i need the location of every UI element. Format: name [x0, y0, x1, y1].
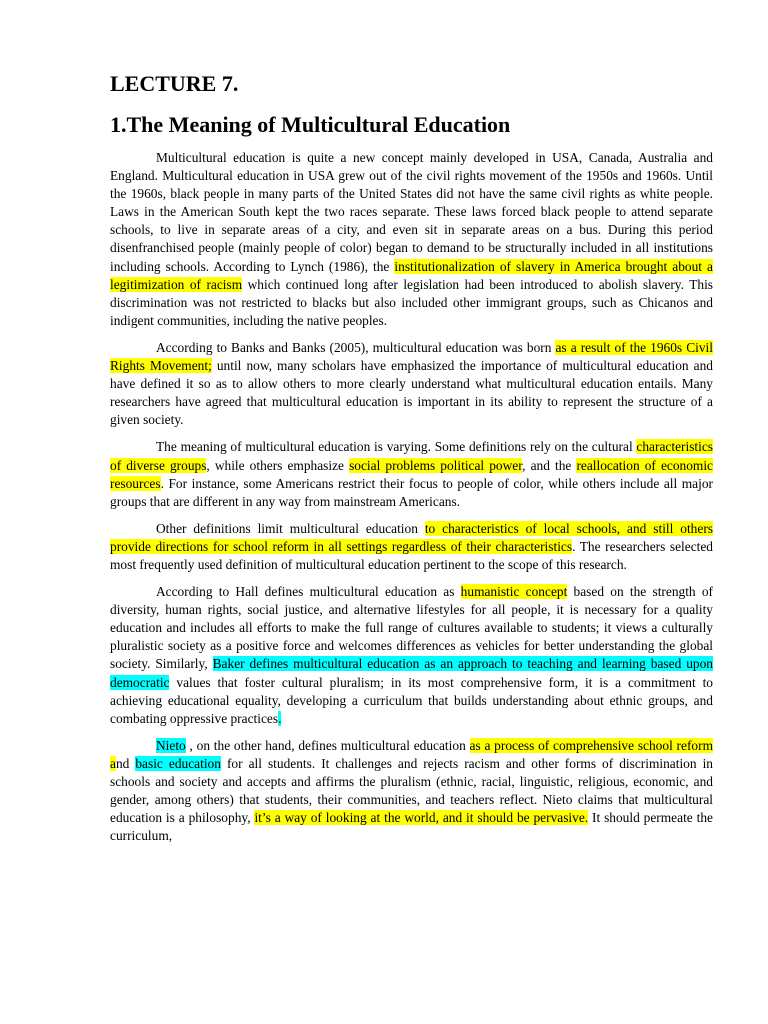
yellow-highlighted-text: as a result of the 1960s Civil Rights Movement;: [110, 339, 713, 374]
yellow-highlighted-text: characteristics of diverse groups: [110, 439, 713, 473]
paragraph-text: nd: [115, 755, 136, 771]
section-title: 1.The Meaning of Multicultural Education: [110, 112, 511, 137]
document-page: [110, 70, 713, 854]
paragraph-text: based on the strength of diversity, human rights, social justice, and alternative lifestyles for all people, it is necessary for a quality education and includes all efforts to make the full range of cultures available to students; it views a culturally pluralistic society as a positive force and welcomes differences as vehicles for better understanding the global society. Similarly,: [110, 584, 714, 672]
paragraph: [110, 438, 713, 510]
paragraph-text: . The researchers selected most frequently used definition of multicultural education pertinent to the scope of this research.: [110, 538, 713, 572]
paragraph: [110, 520, 713, 574]
cyan-highlighted-text: Baker defines multicultural education as an approach to teaching and learning based upon democratic: [110, 656, 713, 690]
yellow-highlighted-text: it’s a way of looking at the world, and it should be pervasive.: [254, 810, 589, 826]
paragraph-text: The meaning of multicultural education is varying. Some definitions rely on the cultural: [156, 439, 637, 455]
paragraph-text: , while others emphasize: [206, 457, 350, 473]
paragraph-text: which continued long after legislation had been introduced to abolish slavery. This discrimination was not restricted to blacks but also included other immigrant groups, such as Chicanos and indigent communities, including the native peoples.: [110, 276, 714, 328]
paragraph-text: . For instance, some Americans restrict their focus to people of color, while others include all major groups that are different in any way from mainstream Americans.: [110, 475, 713, 509]
yellow-highlighted-text: as a process of comprehensive school reform a: [110, 737, 713, 771]
paragraph-text: values that foster cultural pluralism; in its most comprehensive form, it is a commitment to achieving educational equality, developing a curriculum that builds understanding about ethnic groups, and combating oppressive practices: [110, 674, 713, 726]
yellow-highlighted-text: institutionalization of slavery in America brought about a legitimization of racism: [110, 258, 713, 292]
paragraph-text: Multicultural education is quite a new concept mainly developed in USA, Canada, Australia and England. Multicultural education in USA grew out of the civil rights movement of the 1950s and 1960s. Until the 1960s, black people in many parts of the United States did not have the same civil rights as white people. Laws in the American South kept the two races separate. These laws forced black people to attend separate schools, to live in separate areas of a city, and even sit in separate areas on a bus. During this period disenfranchised people (mainly people of color) began to demand to be structurally included in all institutions including schools. According to Lynch (1986), the: [110, 150, 713, 274]
paragraph: [110, 737, 713, 846]
paragraph-text: According to Hall defines multicultural education as: [156, 584, 461, 600]
paragraph-text: , and the: [522, 457, 577, 473]
document-body: [110, 149, 713, 845]
paragraph: [110, 583, 713, 728]
cyan-highlighted-text: basic education: [135, 755, 221, 771]
paragraph-text: for all students. It challenges and rejects racism and other forms of discrimination in schools and society and accepts and affirms the pluralism (ethnic, racial, linguistic, religious, economic, and gender, among others) that students, their communities, and teachers reflect. Nieto claims that multicultural education is a philosophy,: [110, 755, 713, 826]
yellow-highlighted-text: reallocation of economic resources: [110, 457, 713, 491]
yellow-highlighted-text: to characteristics of local schools, and still others provide directions for school reform in all settings regardless of their characteristics: [110, 520, 713, 554]
paragraph-text: until now, many scholars have emphasized the importance of multicultural education and have defined it so as to allow others to more clearly understand what multicultural education entails. Many researchers have agreed that multicultural education is important in its ability to represent the structure of a given society.: [110, 358, 713, 428]
yellow-highlighted-text: humanistic concept: [460, 584, 568, 600]
cyan-highlighted-text: Nieto: [156, 737, 186, 753]
paragraph-text: Other definitions limit multicultural education: [156, 520, 425, 536]
paragraph: [110, 149, 713, 330]
lecture-title: LECTURE 7.: [110, 71, 239, 96]
yellow-highlighted-text: social problems political power: [349, 457, 523, 473]
paragraph-text: According to Banks and Banks (2005), multicultural education was born: [156, 339, 556, 355]
paragraph-text: , on the other hand, defines multicultural education: [185, 737, 470, 753]
cyan-highlighted-text: .: [278, 710, 282, 726]
paragraph-text: It should permeate the curriculum,: [110, 810, 713, 844]
paragraph: [110, 339, 713, 429]
